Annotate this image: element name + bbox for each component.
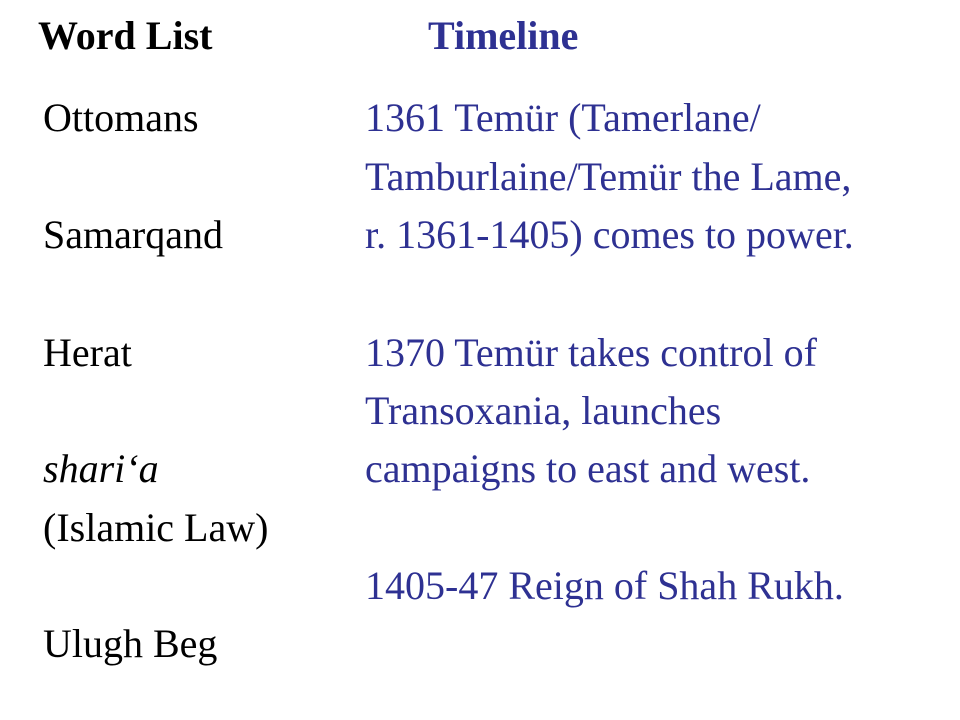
timeline-line: r. 1361-1405) comes to power. xyxy=(365,212,854,257)
word-list-item-sharia: shari‘a xyxy=(43,446,159,491)
timeline-line: 1405-47 Reign of Shah Rukh. xyxy=(365,563,844,608)
word-list-item-herat: Herat xyxy=(43,330,132,375)
word-list-item-islamic-law: (Islamic Law) xyxy=(43,505,269,550)
timeline-heading: Timeline xyxy=(428,13,579,58)
word-list-heading: Word List xyxy=(38,13,213,58)
word-list-item-ottomans: Ottomans xyxy=(43,95,199,140)
timeline-line: 1361 Temür (Tamerlane/ xyxy=(365,95,761,140)
timeline-line: Tamburlaine/Temür the Lame, xyxy=(365,154,852,199)
timeline-line: Transoxania, launches xyxy=(365,388,722,433)
timeline-line: 1370 Temür takes control of xyxy=(365,330,817,375)
word-list-item-samarqand: Samarqand xyxy=(43,212,223,257)
timeline-line: campaigns to east and west. xyxy=(365,446,811,491)
word-list-item-ulugh-beg: Ulugh Beg xyxy=(43,621,218,666)
